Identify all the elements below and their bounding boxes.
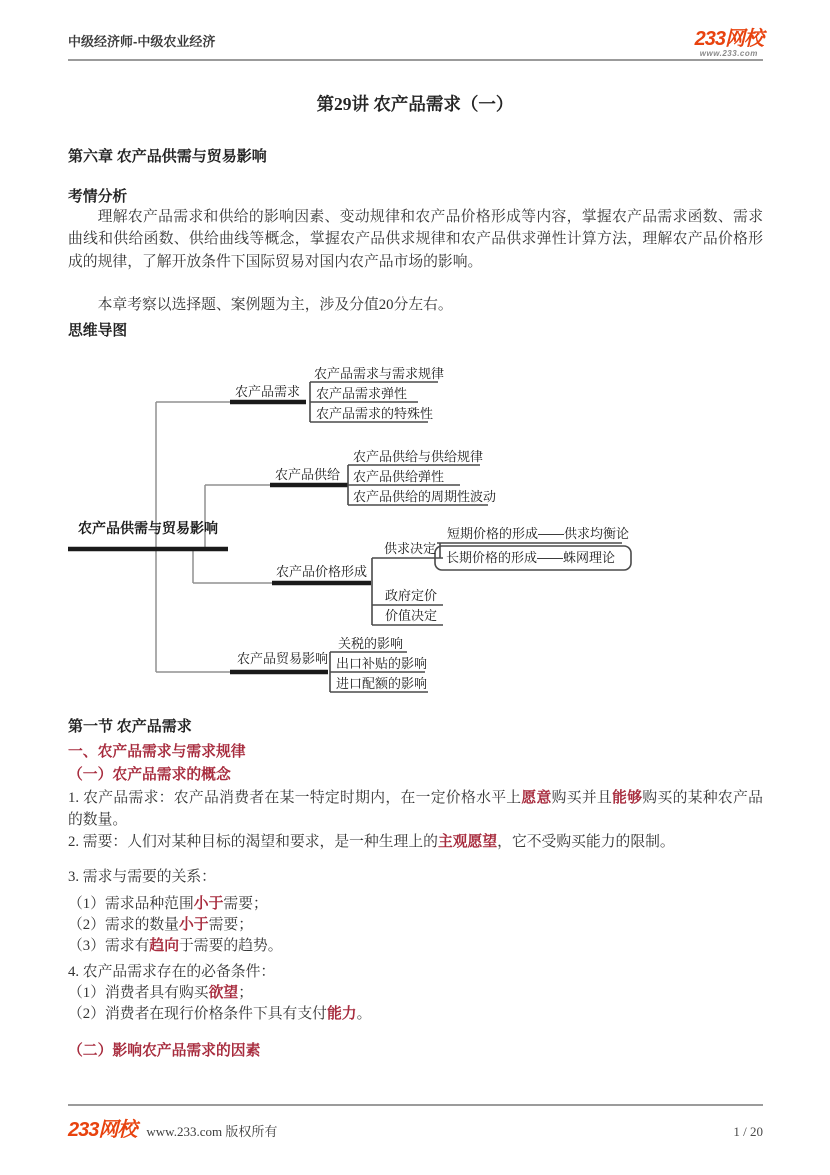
mindmap-leaf: 政府定价	[385, 588, 438, 603]
mindmap-leaf: 农产品需求的特殊性	[316, 406, 434, 421]
mindmap-branch-trade: 农产品贸易影响	[237, 651, 329, 666]
brand-logo-url: www.233.com	[699, 49, 758, 58]
mindmap-leaf-boxed: 长期价格的形成——蛛网理论	[446, 550, 616, 565]
point-need-definition: 2. 需要：人们对某种目标的渴望和要求，是一种生理上的主观愿望，它不受购买能力的限制。	[68, 834, 675, 850]
mindmap-node-supply-demand-decides: 供求决定	[384, 541, 437, 556]
subsection-heading-1-1: （一）农产品需求的概念	[68, 767, 231, 783]
brand-logo	[695, 29, 763, 58]
mindmap-branch-demand: 农产品需求	[235, 384, 301, 399]
mindmap-leaf: 农产品供给的周期性波动	[353, 489, 497, 504]
mindmap-heading: 思维导图	[68, 323, 128, 339]
brand-logo-text: 233网校	[694, 28, 763, 50]
footer-brand-logo: 233网校	[68, 1119, 137, 1141]
exam-analysis-note: 本章考察以选择题、案例题为主，涉及分值20分左右。	[97, 297, 453, 313]
mindmap-leaf: 出口补贴的影响	[336, 656, 428, 671]
section-heading: 第一节 农产品需求	[68, 719, 192, 735]
mindmap-leaf: 进口配额的影响	[336, 676, 428, 691]
course-title: 中级经济师-中级农业经济	[68, 34, 216, 49]
mindmap-leaf: 短期价格的形成——供求均衡论	[447, 526, 630, 541]
chapter-heading: 第六章 农产品供需与贸易影响	[68, 149, 267, 165]
exam-analysis-heading: 考情分析	[68, 189, 128, 205]
mindmap-leaf: 农产品需求与需求规律	[314, 366, 445, 381]
exam-analysis-paragraph: 理解农产品需求和供给的影响因素、变动规律和农产品价格形成等内容，掌握农产品需求函数、需求曲线和供给函数、供给曲线等概念，掌握农产品供求规律和农产品供求弹性计算方法，理解农产品价格形成的规律，了解开放条件下国际贸易对国内农产品市场的影响。	[68, 209, 763, 270]
relation-item-3: （3）需求有趋向于需要的趋势。	[68, 938, 283, 954]
subsection-heading-1-2: （二）影响农产品需求的因素	[68, 1043, 261, 1059]
relation-item-2: （2）需求的数量小于需要；	[68, 917, 253, 933]
subsection-heading-1: 一、农产品需求与需求规律	[68, 744, 246, 760]
mindmap-leaf: 农产品供给与供给规律	[353, 449, 484, 464]
relation-item-1: （1）需求品种范围小于需要；	[68, 896, 268, 912]
page-footer	[68, 1104, 763, 1142]
point-demand-definition: 1. 农产品需求：农产品消费者在某一特定时期内，在一定价格水平上愿意购买并且能够购买的某种农产品的数量。	[68, 790, 763, 829]
footer-copyright-text: www.233.com 版权所有	[146, 1124, 278, 1139]
mindmap-leaf: 农产品供给弹性	[353, 469, 445, 484]
footer-copyright	[68, 1113, 277, 1142]
mindmap-leaf: 关税的影响	[338, 636, 404, 651]
mindmap-branch-price: 农产品价格形成	[276, 564, 368, 579]
mindmap-leaf: 价值决定	[385, 608, 438, 623]
mindmap-branch-supply: 农产品供给	[275, 467, 341, 482]
point-conditions-heading: 4. 农产品需求存在的必备条件：	[68, 964, 276, 980]
mindmap-root-node: 农产品供需与贸易影响	[78, 520, 218, 536]
page-header	[68, 0, 763, 61]
page-number: 1 / 20	[733, 1124, 763, 1139]
point-relation-heading: 3. 需求与需要的关系：	[68, 869, 216, 885]
condition-item-1: （1）消费者具有购买欲望；	[68, 985, 253, 1001]
condition-item-2: （2）消费者在现行价格条件下具有支付能力。	[68, 1006, 372, 1022]
mindmap-leaf: 农产品需求弹性	[316, 386, 408, 401]
lecture-title: 第29讲 农产品需求（一）	[316, 94, 514, 114]
mindmap	[65, 360, 645, 705]
